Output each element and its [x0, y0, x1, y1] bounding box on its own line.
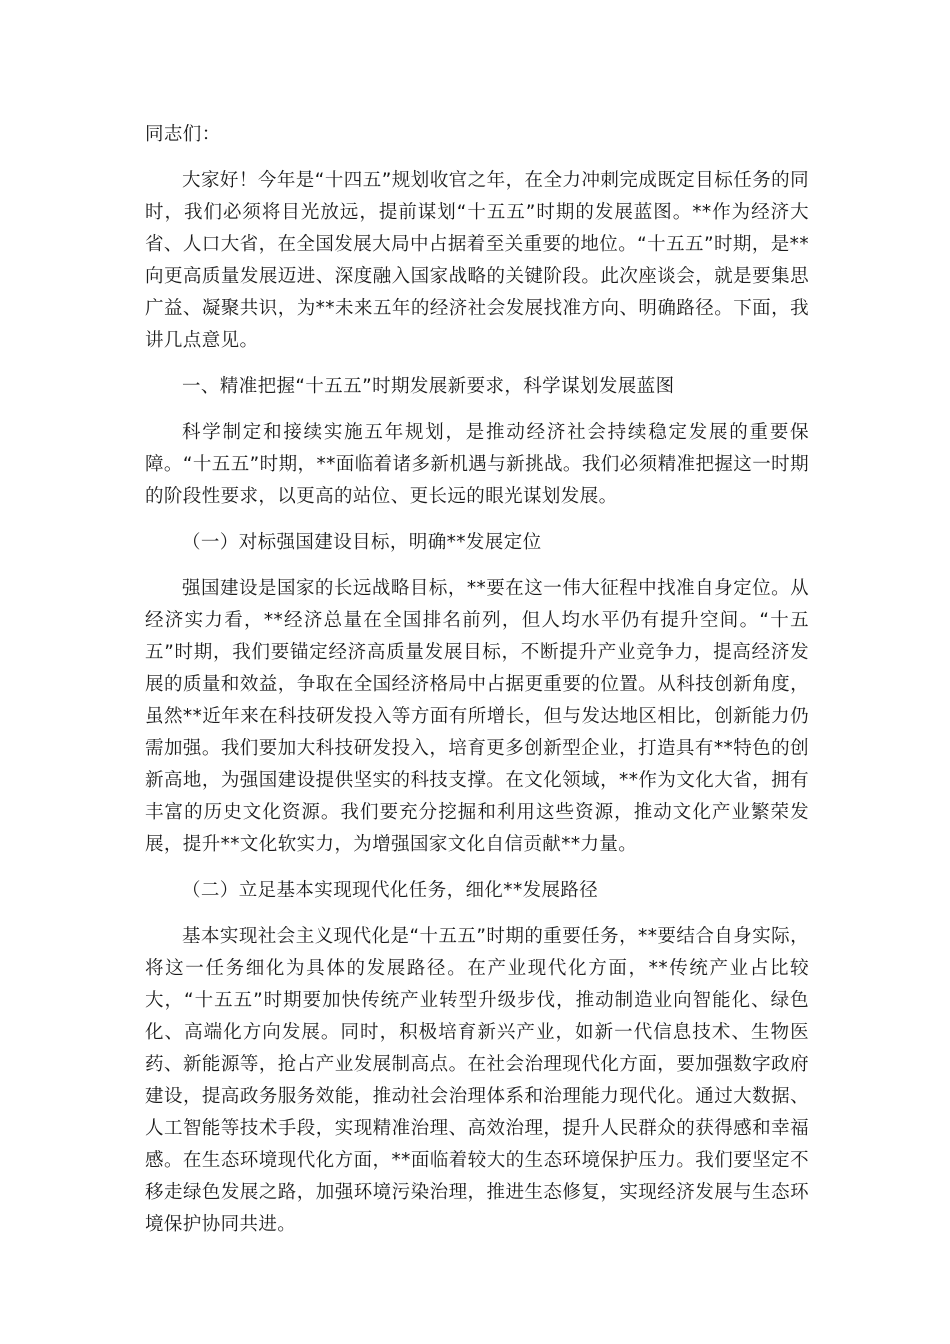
salutation: 同志们： — [145, 124, 221, 145]
subsection-1-paragraph: 强国建设是国家的长远战略目标，**要在这一伟大征程中找准自身定位。从经济实力看，**经济总量在全国排名前列，但人均水平仍有提升空间。“十五五”时期，我们要锚定经济高质量发展目标，不断提升产业竞争力，提高经济发展的质量和效益，争取在全国经济格局中占据更重要的位置。从科技创新角度，虽然**近年来在科技研发投入等方面有所增长，但与发达地区相比，创新能力仍需加强。我们要加大科技研发投入，培育更多创新型企业，打造具有**特色的创新高地，为强国建设提供坚实的科技支撑。在文化领域，**作为文化大省，拥有丰富的历史文化资源。我们要充分挖掘和利用这些资源，推动文化产业繁荣发展，提升**文化软实力，为增强国家文化自信贡献**力量。 — [145, 578, 809, 855]
section-1-heading: 一、精准把握“十五五”时期发展新要求，科学谋划发展蓝图 — [182, 376, 675, 397]
document-body — [145, 119, 809, 1255]
subsection-1-heading: （一）对标强国建设目标，明确**发展定位 — [182, 532, 542, 553]
intro-paragraph: 大家好！今年是“十四五”规划收官之年，在全力冲刺完成既定目标任务的同时，我们必须将目光放远，提前谋划“十五五”时期的发展蓝图。**作为经济大省、人口大省，在全国发展大局中占据着至关重要的地位。“十五五”时期，是**向更高质量发展迈进、深度融入国家战略的关键阶段。此次座谈会，就是要集思广益、凝聚共识，为**未来五年的经济社会发展找准方向、明确路径。下面，我讲几点意见。 — [145, 170, 809, 351]
section-1-paragraph: 科学制定和接续实施五年规划，是推动经济社会持续稳定发展的重要保障。“十五五”时期，**面临着诸多新机遇与新挑战。我们必须精准把握这一时期的阶段性要求，以更高的站位、更长远的眼光谋划发展。 — [145, 422, 809, 507]
subsection-2-paragraph: 基本实现社会主义现代化是“十五五”时期的重要任务，**要结合自身实际，将这一任务细化为具体的发展路径。在产业现代化方面，**传统产业占比较大，“十五五”时期要加快传统产业转型升级步伐，推动制造业向智能化、绿色化、高端化方向发展。同时，积极培育新兴产业，如新一代信息技术、生物医药、新能源等，抢占产业发展制高点。在社会治理现代化方面，要加强数字政府建设，提高政务服务效能，推动社会治理体系和治理能力现代化。通过大数据、人工智能等技术手段，实现精准治理、高效治理，提升人民群众的获得感和幸福感。在生态环境现代化方面，**面临着较大的生态环境保护压力。我们要坚定不移走绿色发展之路，加强环境污染治理，推进生态修复，实现经济发展与生态环境保护协同共进。 — [145, 926, 809, 1235]
subsection-2-heading: （二）立足基本实现现代化任务，细化**发展路径 — [182, 880, 599, 901]
